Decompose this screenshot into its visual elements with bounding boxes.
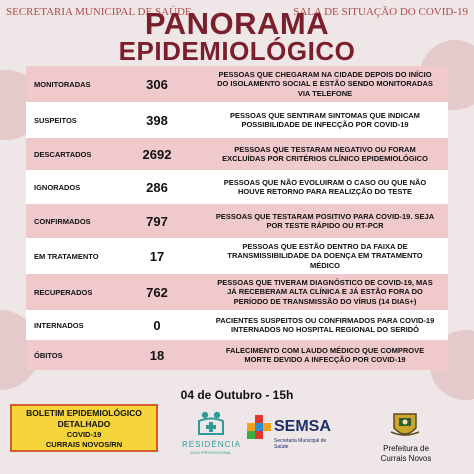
report-date: 04 de Outubro - 15h <box>180 388 294 402</box>
boletim-line-2: DETALHADO <box>57 418 111 429</box>
boletim-line-4: CURRAIS NOVOS/RN <box>45 439 123 449</box>
stats-table <box>26 66 448 370</box>
row-recuperados <box>26 274 448 310</box>
row-description: PACIENTES SUSPEITOS OU CONFIRMADOS PARA COVID-19 INTERNADOS NO HOSPITAL REGIONAL DO SERIDÓ <box>215 315 435 334</box>
page-title: PANORAMA <box>144 6 330 41</box>
row-value: 0 <box>153 317 161 333</box>
semsa-logo <box>246 410 338 458</box>
residencia-label: RESIDÊNCIA <box>182 440 241 449</box>
prefeitura-line-1: Prefeitura de <box>383 444 429 453</box>
row-ignorados <box>26 170 448 204</box>
row-description: PESSOAS QUE CHEGARAM NA CIDADE DEPOIS DO INÍCIO DO ISOLAMENTO SOCIAL E ESTÃO SENDO MONITORADAS VIA TELEFONE <box>217 69 433 98</box>
row-label: INTERNADOS <box>34 320 84 330</box>
row-description: PESSOAS QUE ESTÃO DENTRO DA FAIXA DE TRANSMISSIBILIDADE DA DOENÇA EM TRATAMENTO MÉDICO <box>227 241 423 270</box>
row-value: 762 <box>146 284 168 300</box>
semsa-sublabel: Secretaria Municipal de Saúde <box>274 438 327 450</box>
residencia-logo <box>182 410 240 458</box>
row-label: MONITORADAS <box>34 79 91 89</box>
row-label: EM TRATAMENTO <box>34 251 99 261</box>
header-left-text: SECRETARIA MUNICIPAL DE SAÚDE <box>6 6 192 18</box>
row-value: 18 <box>149 347 165 363</box>
row-description: PESSOAS QUE SENTIRAM SINTOMAS QUE INDICAM POSSIBILIDADE DE INFECÇÃO POR COVID-19 <box>230 110 420 129</box>
row-label: ÓBITOS <box>34 350 63 360</box>
header-right-text: SALA DE SITUAÇÃO DO COVID-19 <box>293 6 468 18</box>
row-confirmados <box>26 204 448 238</box>
row-suspeitos <box>26 102 448 138</box>
row-monitoradas <box>26 66 448 102</box>
row-description: FALECIMENTO COM LAUDO MÉDICO QUE COMPROVE MORTE DEVIDO A INFECÇÃO POR COVID-19 <box>225 345 425 364</box>
row-em-tratamento <box>26 238 448 274</box>
boletim-line-1: BOLETIM EPIDEMIOLÓGICO <box>26 407 142 418</box>
boletim-box <box>10 404 158 452</box>
boletim-line-3: COVID-19 <box>66 429 102 439</box>
row-description: PESSOAS QUE TESTARAM NEGATIVO OU FORAM EXCLUÍDAS POR CRITÉRIOS CLÍNICO EPIDEMIOLÓGICO <box>222 144 428 163</box>
row-label: RECUPERADOS <box>34 287 93 297</box>
row-descartados <box>26 138 448 170</box>
row-value: 17 <box>149 248 165 264</box>
row-value: 286 <box>146 179 168 195</box>
prefeitura-line-2: Currais Novos <box>380 454 432 463</box>
semsa-cross-icon <box>246 414 272 440</box>
medical-cross-icon <box>196 410 226 436</box>
row-description: PESSOAS QUE TESTARAM POSITIVO PARA COVID-19. SEJA POR TESTE RÁPIDO OU RT-PCR <box>215 211 435 230</box>
row-label: IGNORADOS <box>34 182 81 192</box>
row-value: 2692 <box>142 146 172 162</box>
row-internados <box>26 310 448 340</box>
prefeitura-logo <box>370 410 442 466</box>
row-value: 797 <box>146 213 168 229</box>
row-description: PESSOAS QUE TIVERAM DIAGNÓSTICO DE COVID-19, MAS JÁ RECEBERAM ALTA CLÍNICA E JÁ ESTÃO FORA DO PERÍODO DE TRANSMISSÃO DO VÍRUS (14 DIAS+) <box>217 277 433 306</box>
row-label: SUSPEITOS <box>34 115 77 125</box>
row-value: 398 <box>146 112 168 128</box>
semsa-label: SEMSA <box>274 418 331 435</box>
page-subtitle: EPIDEMIOLÓGICO <box>118 36 356 66</box>
row-description: PESSOAS QUE NÃO EVOLUIRAM O CASO OU QUE NÃO HOUVE RETORNO PARA REALIZÇÃO DO TESTE <box>223 177 427 196</box>
row-label: DESCARTADOS <box>34 149 92 159</box>
prefeitura-emblem-icon <box>388 410 422 442</box>
row-value: 306 <box>146 76 168 92</box>
row-label: CONFIRMADOS <box>34 216 91 226</box>
residencia-sublabel: MULTIPROFISSIONAL <box>190 450 232 455</box>
row-obitos <box>26 340 448 370</box>
